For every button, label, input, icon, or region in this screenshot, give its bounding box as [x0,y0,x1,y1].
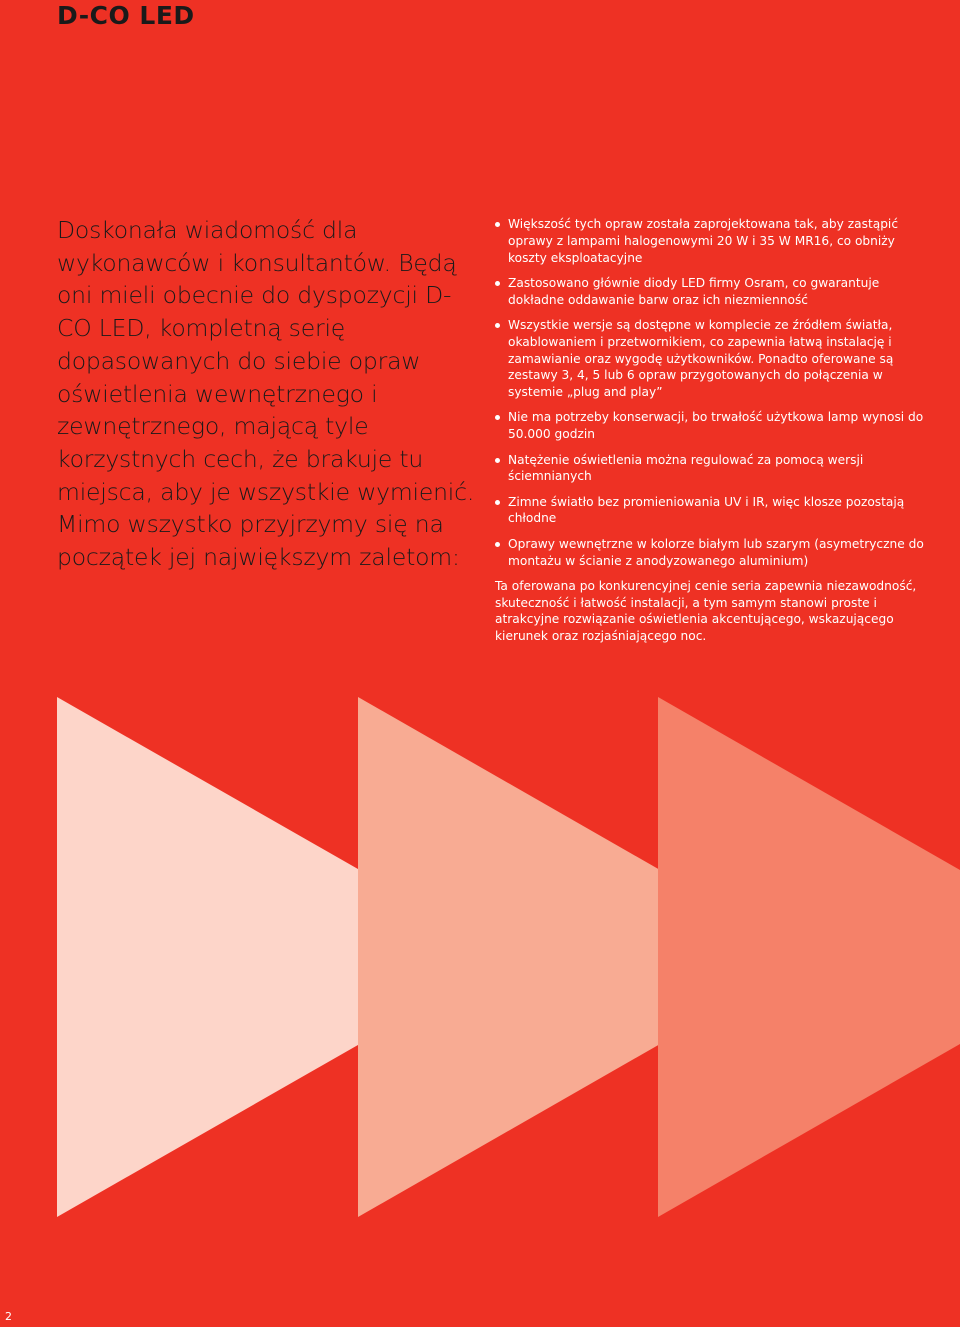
feature-item [495,317,925,401]
brand-title: D-CO LED [57,1,195,30]
feature-text: Nie ma potrzeby konserwacji, bo trwałość użytkowa lamp wynosi do 50.000 godzin [508,410,924,442]
feature-item [495,536,925,570]
feature-text: Wszystkie wersje są dostępne w komplecie ze źródłem światła, okablowaniem i przetwornikiem, co zapewnia łatwą instalację i zamawianie oraz wygodę użytkowników. Ponadto oferowane są zestawy 3, 4, 5 lub 6 opraw przygotowanych do połączenia w systemie „plug and play” [508,317,894,400]
bullet-icon [495,281,500,286]
bullet-icon [495,542,500,547]
feature-text: Zimne światło bez promieniowania UV i IR, więc klosze pozostają chłodne [508,494,905,526]
feature-list [495,216,925,569]
feature-item [495,216,925,266]
bullet-icon [495,222,500,227]
features-column [495,216,925,645]
feature-text: Natężenie oświetlenia można regulować za pomocą wersji ściemnianych [508,452,864,484]
feature-text: Oprawy wewnętrzne w kolorze białym lub szarym (asymetryczne do montażu w ścianie z anodyzowanego aluminium) [508,536,924,568]
feature-item [495,409,925,443]
bullet-icon [495,323,500,328]
page-number: 2 [5,1310,12,1323]
closing-paragraph: Ta oferowana po konkurencyjnej cenie seria zapewnia niezawodność, skuteczność i łatwość instalacji, a tym samym stanowi proste i atrakcyjne rozwiązanie oświetlenia akcentującego, wskazującego kierunek oraz rozjaśniającego noc. [495,578,917,644]
feature-item [495,452,925,486]
feature-item [495,494,925,528]
bullet-icon [495,500,500,505]
feature-text: Większość tych opraw została zaprojektowana tak, aby zastąpić oprawy z lampami halogenowymi 20 W i 35 W MR16, co obniży koszty eksploatacyjne [508,217,899,265]
lead-paragraph: Doskonała wiadomość dla wykonawców i konsultantów. Będą oni mieli obecnie do dyspozycji D-CO LED, kompletną serię dopasowanych do siebie opraw oświetlenia wewnętrznego i zewnętrznego, mającą tyle korzystnych cech, że brakuje tu miejsca, aby je wszystkie wymienić. Mimo wszystko przyjrzymy się na początek jej największym zaletom: [57,216,475,572]
bullet-icon [495,458,500,463]
triangle-dark [658,697,960,1217]
feature-text: Zastosowano głównie diody LED firmy Osram, co gwarantuje dokładne oddawanie barw oraz ich niezmienność [508,275,880,307]
bullet-icon [495,415,500,420]
feature-item [495,275,925,309]
